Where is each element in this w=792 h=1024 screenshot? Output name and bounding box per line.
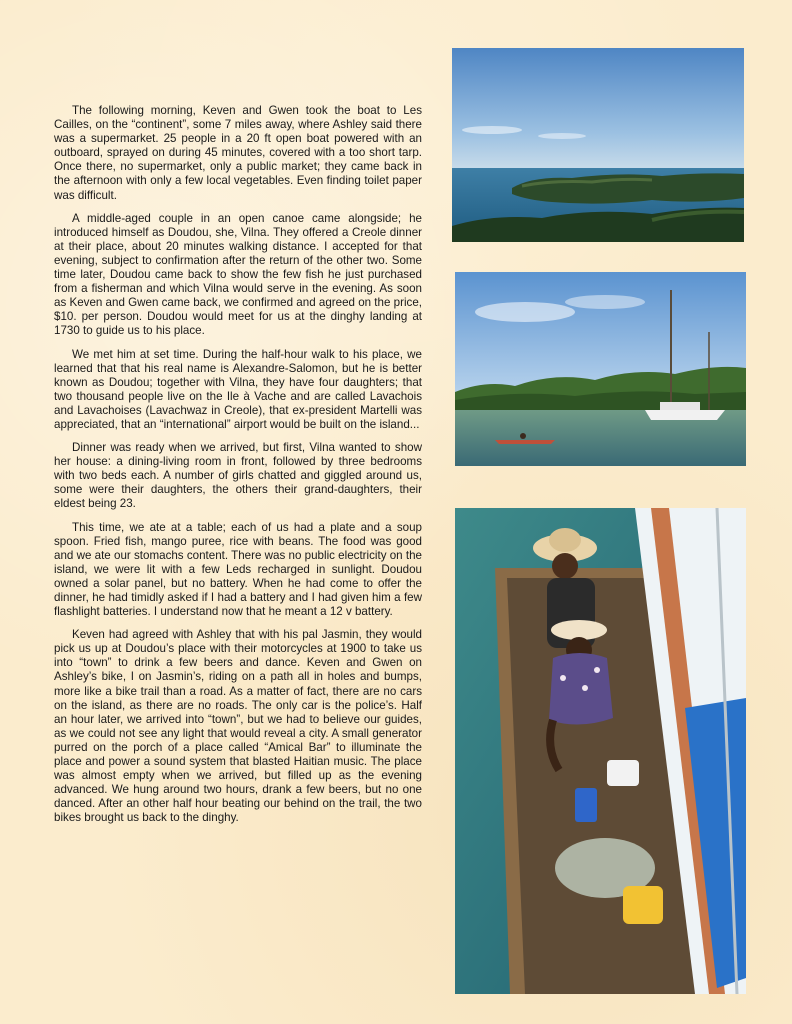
paragraph-6: Keven had agreed with Ashley that with his pal Jasmin, they would pick us up at Doudou’s place with their motorcycles at 1900 to take us into “town” to drink a few beers and dance. Keven and Gwen on Ashley’s bike, I on Jasmin’s, riding on a path all in holes and bumps, more like a bike trail than a road. As a matter of fact, there are no cars on the island, as there are no roads. The only car is the police’s. Half an hour later, we arrived into “town”, but we had to believe our guides, as we could not see any light that would reveal a city. A small generator purred on the porch of a place called “Amical Bar” to illuminate the place and power a sound system that blasted Haitian music. The place was almost empty when we arrived, but filled up as the evening advanced. We hung around two hours, drank a few beers, but no one danced. After an other half hour beating our behind on the trail, the two bikes brought us back to the dinghy. bbox=[54, 628, 422, 825]
paragraph-5: This time, we ate at a table; each of us had a plate and a soup spoon. Fried fish, mango puree, rice with beans. The food was good and we ate our stomachs content. There was no public electricity on the island, we were lit with a few Leds recharged in sunlight. Doudou owned a solar panel, but no battery. When he had come to offer the dinner, he had timidly asked if I had a battery and I had given him a few flashlight batteries. I understand now that he meant a 12 v battery. bbox=[54, 520, 422, 619]
paragraph-3: We met him at set time. During the half-hour walk to his place, we learned that that his real name is Alexandre-Salomon, but he is better known as Doudou; together with Vilna, they have four daughters; that two thousand people live on the Ile à Vache and are called Lavachois and Lavachoises (Lavachwaz in Creole), that ex-president Martelli was appreciated, that an “international” airport would be built on the island... bbox=[54, 347, 422, 431]
paragraph-1: The following morning, Keven and Gwen took the boat to Les Cailles, on the “continent”, some 7 miles away, where Ashley said there was a supermarket. 25 people in a 20 ft open boat powered with an outboard, sprayed on during 45 minutes, covered with a too short tarp. Once there, no supermarket, only a public market; they came back in the afternoon with only a few local vegetables. Even finding toilet paper was difficult. bbox=[54, 104, 422, 202]
canoe-couple-photo bbox=[455, 508, 746, 994]
paragraph-2: A middle-aged couple in an open canoe came alongside; he introduced himself as Doudou, she, Vilna. They offered a Creole dinner at their place, about 20 minutes walking distance. I accepted for that evening, subject to confirmation after the return of the other two. Some time later, Doudou came back to show the few fish he just purchased from a fisherman and which Vilna would serve in the evening. As soon as Keven and Gwen came back, we confirmed and agreed on the price, $10. per person. Doudou would meet for us at the dinghy landing at 1730 to guide us to his place. bbox=[54, 211, 422, 338]
article-text bbox=[54, 104, 422, 835]
paragraph-4: Dinner was ready when we arrived, but first, Vilna wanted to show her house: a dining-living room in front, followed by three bedrooms with two beds each. A number of girls chatted and giggled around us, some were their daughters, the others their grand-daughters, their eldest being 23. bbox=[54, 441, 422, 511]
bay-island-photo bbox=[452, 48, 744, 242]
lagoon-sailboat-photo bbox=[455, 272, 746, 466]
